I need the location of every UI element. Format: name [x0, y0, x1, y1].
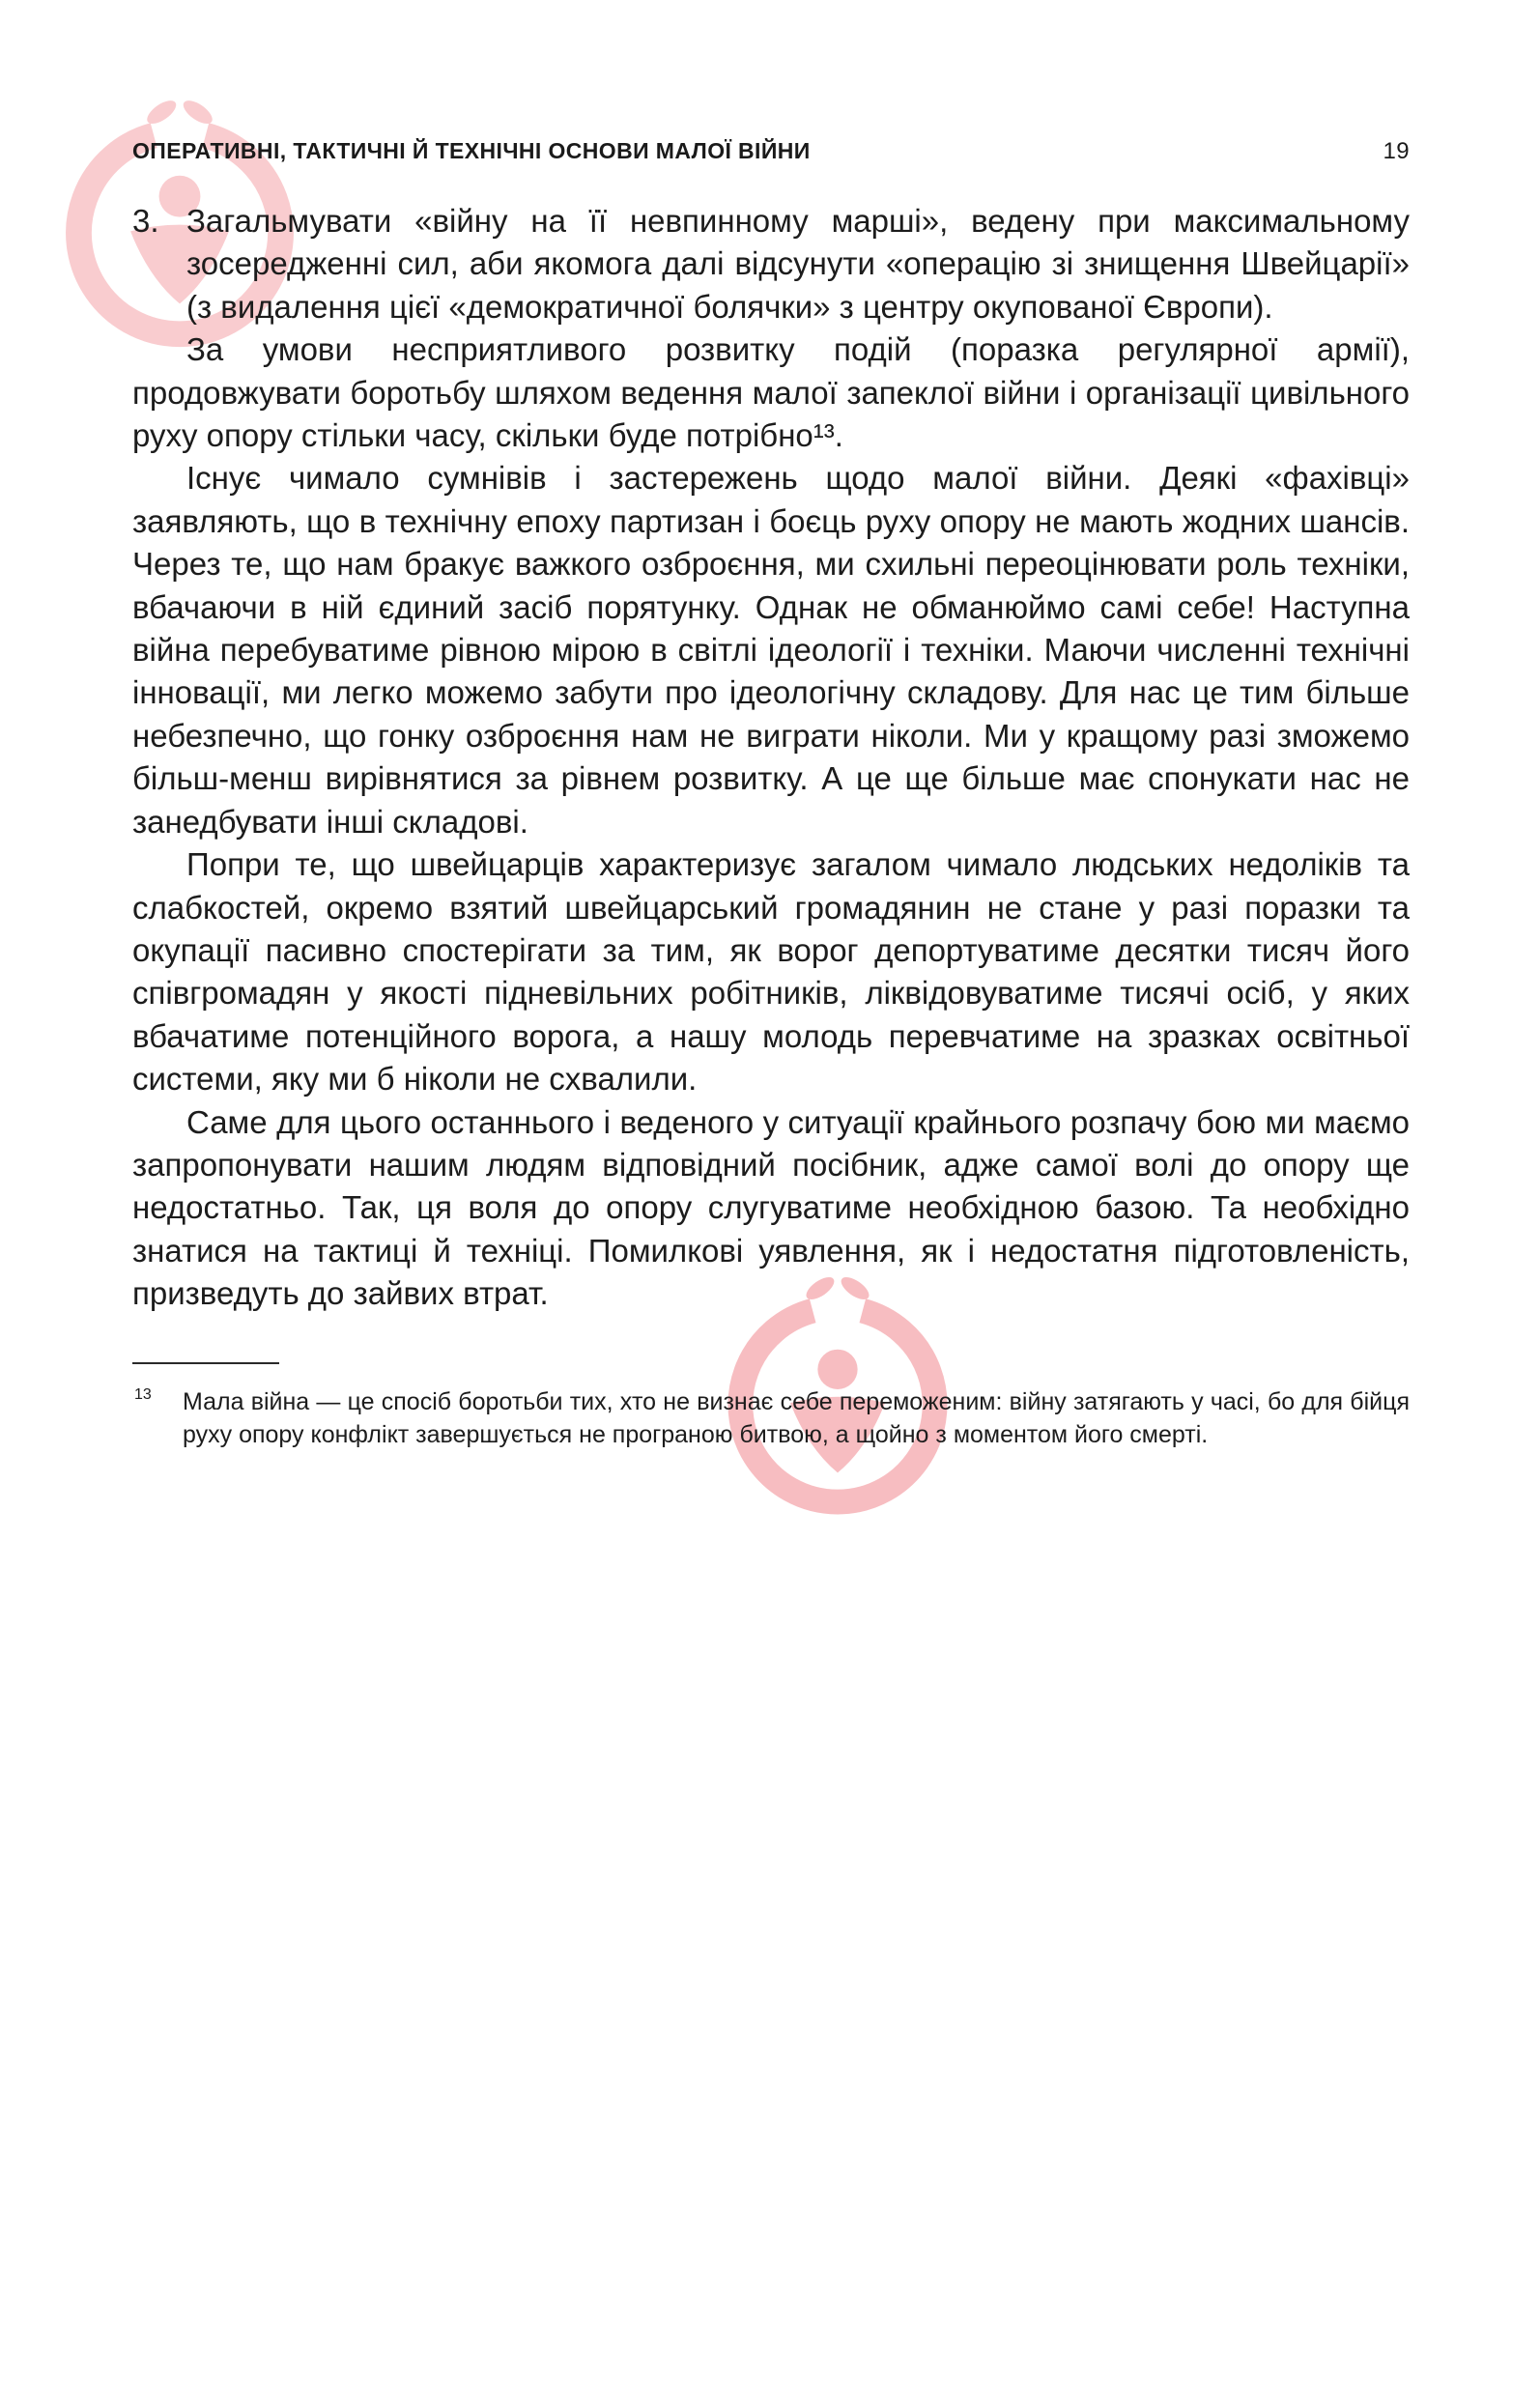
footnote-separator	[132, 1362, 279, 1364]
body-text	[132, 200, 1410, 1316]
paragraph-4: Саме для цього останнього і веденого у ситуації крайнього розпачу бою ми маємо запропонувати нашим людям відповідний посібник, адже самої волі до опору ще недостатньо. Так, ця воля до опору слугуватиме необхідною базою. Та необхідно знатися на тактиці й техніці. Помилкові уявлення, як і недостатня підготовленість, призведуть до зайвих втрат.	[132, 1103, 1410, 1312]
paragraph-3: Попри те, що швейцарців характеризує загалом чимало людських недоліків та слабкостей, окремо взятий швейцарський громадянин не стане у разі поразки та окупації пасивно спостерігати за тим, як ворог депортуватиме десятки тисяч його співгромадян у якості підневільних робітників, ліквідовуватиме тисячі осіб, у яких вбачатиме потенційного ворога, а нашу молодь перевчатиме на зразках освітньої системи, яку ми б ніколи не схвалили.	[132, 846, 1410, 1098]
item-text: Загальмувати «війну на її невпинному марші», ведену при максимальному зосередженні сил, аби якомога далі відсунути «операцію зі знищення Швейцарії» (з видалення цієї «демократичної болячки» з центру окупованої Європи).	[186, 203, 1410, 325]
paragraph-2: Існує чимало сумнівів і застережень щодо малої війни. Деякі «фахівці» заявляють, що в технічну епоху партизан і боєць руху опору не мають жодних шансів. Через те, що нам бракує важкого озброєння, ми схильні переоцінювати роль техніки, вбачаючи в ній єдиний засіб порятунку. Однак не обманюймо самі себе! Наступна війна перебуватиме рівною мірою в світлі ідеології і техніки. Маючи численні технічні інновації, ми легко можемо забути про ідеологічну складову. Для нас це тим більше небезпечно, що гонку озброєння нам не виграти ніколи. Ми у кращому разі зможемо більш-менш вирівнятися за рівнем розвитку. А це ще більше має спонукати нас не занедбувати інші складові.	[132, 460, 1410, 840]
footnote-marker: 13	[134, 1385, 152, 1403]
running-header	[132, 137, 1410, 165]
page-number: 19	[1383, 138, 1410, 164]
chapter-title: ОПЕРАТИВНІ, ТАКТИЧНІ Й ТЕХНІЧНІ ОСНОВИ МАЛОЇ ВІЙНИ	[132, 138, 811, 163]
footnote	[132, 1385, 1410, 1451]
item-number: 3.	[132, 203, 159, 239]
paragraph-1: За умови несприятливого розвитку подій (поразка регулярної армії), продовжувати боротьбу шляхом ведення малої запеклої війни і організації цивільного руху опору стільки часу, скільки буде потрібно¹³.	[132, 331, 1410, 454]
numbered-item	[132, 200, 1410, 328]
footnote-text: Мала війна — це спосіб боротьби тих, хто не визнає себе переможеним: війну затягають у часі, бо для бійця руху опору конфлікт завершується не програною битвою, а щойно з моментом його смерті.	[183, 1387, 1410, 1448]
book-page	[132, 137, 1410, 1451]
